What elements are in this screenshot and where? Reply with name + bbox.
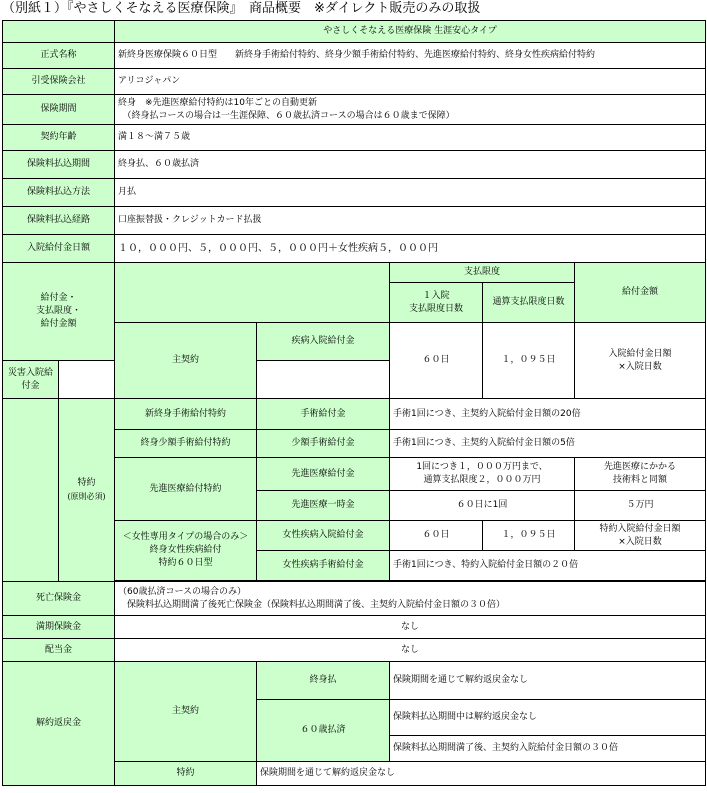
female-surgery-desc: 手術1回につき、特約入院給付金日額の２０倍 bbox=[390, 551, 706, 581]
surrender-main-label: 主契約 bbox=[115, 662, 257, 762]
insurer-label: 引受保険会社 bbox=[3, 69, 115, 95]
header-empty-cell bbox=[3, 21, 115, 43]
main-days-value: ６０日 bbox=[390, 323, 483, 399]
premium-route-value: 口座振替扱・クレジットカード払扱 bbox=[115, 207, 706, 235]
official-name-label: 正式名称 bbox=[3, 43, 115, 69]
main-total-value: １，０９５日 bbox=[483, 323, 575, 399]
surgery-rider-name: 新終身手術給付特約 bbox=[115, 399, 257, 430]
surrender-label: 解約返戻金 bbox=[3, 662, 115, 786]
surrender-sixty-label: ６０歳払済 bbox=[257, 700, 390, 762]
minor-surgery-benefit-desc: 手術1回につき、主契約入院給付金日額の5倍 bbox=[390, 430, 706, 458]
advanced-rider-name: 先進医療給付特約 bbox=[115, 458, 257, 521]
product-type-header: やさしくそなえる医療保険 生涯安心タイプ bbox=[115, 21, 706, 43]
surrender-rider-label: 特約 bbox=[115, 762, 257, 786]
advanced-benefit-label: 先進医療給付金 bbox=[257, 458, 390, 491]
female-amount-value: 特約入院給付金日額 ×入院日数 bbox=[575, 521, 706, 551]
dividend-value: なし bbox=[115, 639, 706, 662]
product-summary-table bbox=[2, 20, 706, 786]
limit-header: 支払限度 bbox=[390, 263, 575, 283]
advanced-benefit-amount: 先進医療にかかる 技術料と同額 bbox=[575, 458, 706, 491]
per-admission-header: １入院 支払限度日数 bbox=[390, 283, 483, 323]
advanced-lump-sum-label: 先進医療一時金 bbox=[257, 491, 390, 521]
riders-sub-label: (原則必須) bbox=[67, 492, 106, 501]
official-name-value: 新終身医療保険６０日型 新終身手術給付特約、終身少額手術給付特約、先進医療給付特約、終身女性疾病給付特約 bbox=[115, 43, 706, 69]
premium-route-label: 保険料払込経路 bbox=[3, 207, 115, 235]
riders-label: 特約 bbox=[77, 478, 96, 488]
age-value: 満１８～満７５歳 bbox=[115, 125, 706, 151]
maturity-value: なし bbox=[115, 616, 706, 639]
period-value: 終身 ※先進医療給付特約は10年ごとの自動更新 （終身払コースの場合は一生涯保障、６０歳払済コースの場合は６０歳まで保障） bbox=[115, 95, 706, 125]
surrender-sixty-value-1: 保険料払込期間中は解約返戻金なし bbox=[390, 700, 706, 736]
advanced-benefit-limit: 1回につき１，０００万円まで、 通算支払限度２，０００万円 bbox=[390, 458, 575, 491]
advanced-lump-sum-limit: ６０日に1回 bbox=[390, 491, 575, 521]
dividend-label: 配当金 bbox=[3, 639, 115, 662]
premium-period-label: 保険料払込期間 bbox=[3, 151, 115, 179]
main-amount-value: 入院給付金日額 ×入院日数 bbox=[575, 323, 706, 399]
riders-label-cell bbox=[59, 399, 115, 582]
female-total-value: １，０９５日 bbox=[483, 521, 575, 551]
daily-amount-label: 入院給付金日額 bbox=[3, 235, 115, 263]
death-label: 死亡保険金 bbox=[3, 582, 115, 616]
advanced-lump-sum-amount: ５万円 bbox=[575, 491, 706, 521]
surrender-lifetime-value: 保険期間を通じて解約返戻金なし bbox=[390, 662, 706, 700]
minor-surgery-rider-name: 終身少額手術給付特約 bbox=[115, 430, 257, 458]
premium-period-value: 終身払、６０歳払済 bbox=[115, 151, 706, 179]
death-value: （60歳払済コースの場合のみ） 保険料払込期間満了後死亡保険金（保険料払込期間満了後、主契約入院給付金日額の３０倍） bbox=[115, 582, 706, 616]
female-rider-name: ＜女性専用タイプの場合のみ＞ 終身女性疾病給付 特約６０日型 bbox=[115, 521, 257, 581]
female-admission-label: 女性疾病入院給付金 bbox=[257, 521, 390, 551]
maturity-label: 満期保険金 bbox=[3, 616, 115, 639]
premium-method-value: 月払 bbox=[115, 179, 706, 207]
main-contract-label: 主契約 bbox=[115, 323, 257, 399]
surrender-sixty-value-2: 保険料払込期間満了後、主契約入院給付金日額の３０倍 bbox=[390, 736, 706, 762]
document-title: （別紙１）『やさしくそなえる医療保険』 商品概要 ※ダイレクト販売のみの取扱 bbox=[2, 1, 481, 16]
benefits-label-continued bbox=[3, 399, 59, 582]
surgery-benefit-desc: 手術1回につき、主契約入院給付金日額の20倍 bbox=[390, 399, 706, 430]
amount-header: 給付金額 bbox=[575, 263, 706, 323]
surrender-rider-value: 保険期間を通じて解約返戻金なし bbox=[257, 762, 706, 786]
surgery-benefit-label: 手術給付金 bbox=[257, 399, 390, 430]
disease-benefit-label: 疾病入院給付金 bbox=[257, 323, 390, 361]
insurer-value: アリコジャパン bbox=[115, 69, 706, 95]
surrender-lifetime-label: 終身払 bbox=[257, 662, 390, 700]
female-surgery-label: 女性疾病手術給付金 bbox=[257, 551, 390, 581]
minor-surgery-benefit-label: 少額手術給付金 bbox=[257, 430, 390, 458]
accident-benefit-label: 災害入院給付金 bbox=[3, 361, 59, 399]
period-label: 保険期間 bbox=[3, 95, 115, 125]
total-limit-header: 通算支払限度日数 bbox=[483, 283, 575, 323]
age-label: 契約年齢 bbox=[3, 125, 115, 151]
daily-amount-value: １０，０００円、５，０００円、５，０００円＋女性疾病５，０００円 bbox=[115, 235, 706, 263]
female-days-value: ６０日 bbox=[390, 521, 483, 551]
benefits-label: 給付金・ 支払限度・ 給付金額 bbox=[3, 263, 115, 361]
premium-method-label: 保険料払込方法 bbox=[3, 179, 115, 207]
benefits-header-empty bbox=[115, 263, 390, 323]
